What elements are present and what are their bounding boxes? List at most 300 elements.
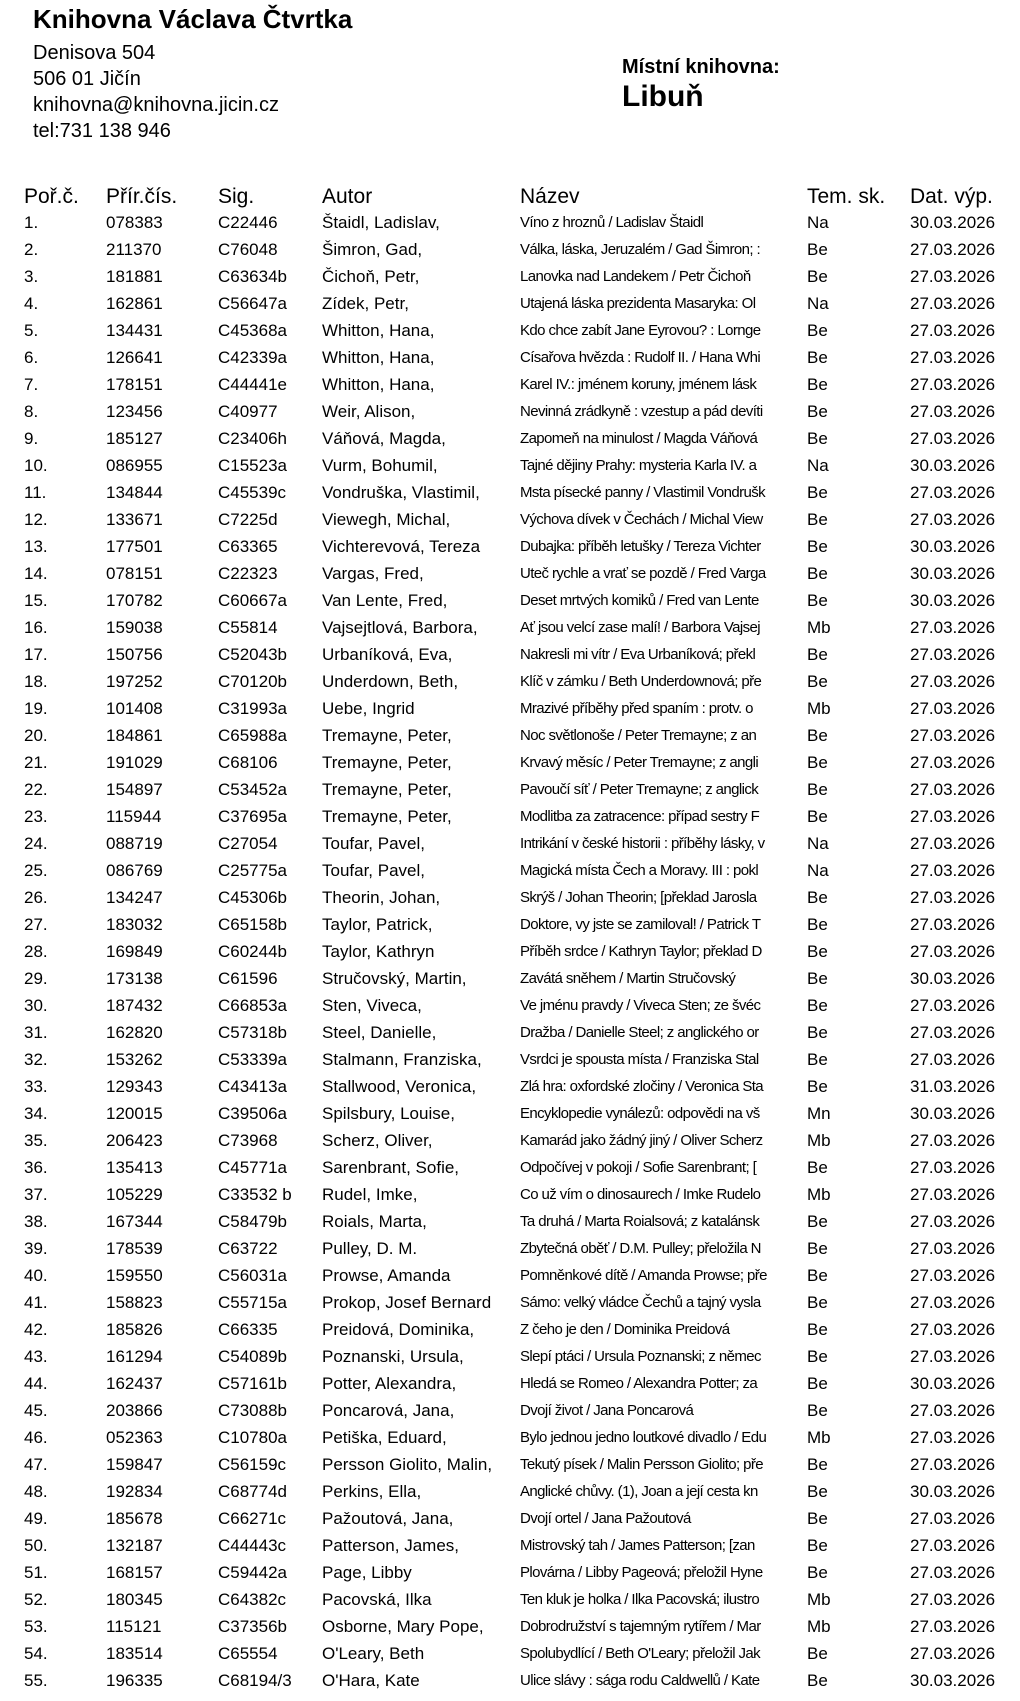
cell-dat-vyp: 27.03.2026 [910,320,996,340]
cell-nazev: Hledá se Romeo / Alexandra Potter; za [520,1375,758,1392]
cell-dat-vyp: 27.03.2026 [910,833,996,853]
cell-prir-cis: 206423 [106,1130,163,1150]
cell-sig: C27054 [218,833,278,853]
cell-nazev: Pavoučí síť / Peter Tremayne; z anglick [520,781,759,798]
table-row [0,1181,1020,1208]
cell-prir-cis: 170782 [106,590,163,610]
cell-autor: Vondruška, Vlastimil, [322,482,480,502]
cell-prir-cis: 196335 [106,1670,163,1690]
cell-dat-vyp: 27.03.2026 [910,1022,996,1042]
cell-sig: C57318b [218,1022,288,1042]
cell-tem-sk: Mb [807,1184,831,1204]
table-row [0,1667,1020,1694]
cell-sig: C42339a [218,347,288,367]
cell-por-c: 13. [24,536,48,556]
cell-por-c: 29. [24,968,48,988]
table-row [0,668,1020,695]
cell-autor: Tremayne, Peter, [322,779,452,799]
cell-por-c: 35. [24,1130,48,1150]
cell-por-c: 1. [24,212,39,232]
cell-nazev: Ta druhá / Marta Roialsová; z katalánsk [520,1213,760,1230]
cell-sig: C52043b [218,644,288,664]
table-row [0,1019,1020,1046]
cell-sig: C31993a [218,698,288,718]
cell-dat-vyp: 27.03.2026 [910,617,996,637]
table-body [0,209,1020,1694]
cell-sig: C54089b [218,1346,288,1366]
branch-name: Libuň [622,80,704,113]
table-row [0,695,1020,722]
cell-tem-sk: Be [807,1670,828,1690]
cell-prir-cis: 123456 [106,401,163,421]
cell-tem-sk: Be [807,509,828,529]
loans-table [0,182,1020,1694]
cell-nazev: Noc světlonoše / Peter Tremayne; z an [520,727,757,744]
cell-nazev: Intrikání v české historii : příběhy lásky, v [520,835,765,852]
cell-tem-sk: Be [807,1373,828,1393]
address-city: 506 01 Jičín [33,68,141,90]
cell-dat-vyp: 27.03.2026 [910,1049,996,1069]
cell-sig: C23406h [218,428,288,448]
cell-por-c: 25. [24,860,48,880]
cell-tem-sk: Be [807,1076,828,1096]
cell-sig: C44441e [218,374,288,394]
cell-tem-sk: Be [807,1562,828,1582]
cell-tem-sk: Be [807,1535,828,1555]
cell-prir-cis: 185127 [106,428,163,448]
cell-prir-cis: 115944 [106,806,162,826]
cell-tem-sk: Be [807,725,828,745]
cell-sig: C56647a [218,293,288,313]
cell-sig: C25775a [218,860,288,880]
cell-por-c: 38. [24,1211,48,1231]
cell-sig: C37695a [218,806,288,826]
cell-por-c: 18. [24,671,48,691]
cell-autor: Potter, Alexandra, [322,1373,457,1393]
cell-dat-vyp: 27.03.2026 [910,1535,996,1555]
col-header-prir-cis: Přír.čís. [106,185,178,208]
cell-prir-cis: 154897 [106,779,163,799]
col-header-sig: Sig. [218,185,255,208]
cell-por-c: 11. [24,482,47,502]
cell-dat-vyp: 30.03.2026 [910,1670,996,1690]
cell-dat-vyp: 30.03.2026 [910,1373,996,1393]
cell-prir-cis: 162861 [106,293,163,313]
table-row [0,506,1020,533]
cell-prir-cis: 197252 [106,671,163,691]
cell-autor: Petiška, Eduard, [322,1427,447,1447]
cell-dat-vyp: 27.03.2026 [910,1589,996,1609]
cell-prir-cis: 115121 [106,1616,162,1636]
cell-nazev: Dubajka: příběh letušky / Tereza Vichter [520,538,761,555]
table-row [0,1208,1020,1235]
table-row [0,1073,1020,1100]
cell-nazev: Msta písecké panny / Vlastimil Vondrušk [520,484,766,501]
cell-prir-cis: 129343 [106,1076,163,1096]
cell-prir-cis: 168157 [106,1562,163,1582]
cell-autor: Preidová, Dominika, [322,1319,475,1339]
table-row [0,911,1020,938]
cell-nazev: Válka, láska, Jeruzalém / Gad Šimron; : [520,241,761,258]
cell-nazev: Spolubydlící / Beth O'Leary; přeložil Jak [520,1645,761,1662]
cell-prir-cis: 078383 [106,212,163,232]
cell-prir-cis: 150756 [106,644,163,664]
cell-por-c: 12. [24,509,48,529]
cell-por-c: 39. [24,1238,48,1258]
cell-sig: C73968 [218,1130,278,1150]
table-row [0,263,1020,290]
table-row [0,857,1020,884]
cell-tem-sk: Be [807,752,828,772]
cell-nazev: Dvojí ortel / Jana Pažoutová [520,1510,691,1527]
cell-sig: C57161b [218,1373,288,1393]
cell-nazev: Lanovka nad Landekem / Petr Čichoň [520,268,751,285]
table-row [0,371,1020,398]
cell-sig: C55814 [218,617,278,637]
cell-prir-cis: 132187 [106,1535,163,1555]
cell-tem-sk: Be [807,644,828,664]
cell-nazev: Sámo: velký vládce Čechů a tajný vysla [520,1294,761,1311]
cell-tem-sk: Be [807,563,828,583]
cell-dat-vyp: 27.03.2026 [910,806,996,826]
branch-label: Místní knihovna: [622,56,780,78]
cell-autor: Tremayne, Peter, [322,806,452,826]
cell-nazev: Kdo chce zabít Jane Eyrovou? : Lornge [520,322,761,339]
table-row [0,290,1020,317]
cell-nazev: Nakresli mi vítr / Eva Urbaníková; překl [520,646,756,663]
cell-tem-sk: Be [807,806,828,826]
cell-nazev: Co už vím o dinosaurech / Imke Rudelo [520,1186,761,1203]
cell-prir-cis: 203866 [106,1400,163,1420]
col-header-tem-sk: Tem. sk. [807,185,886,208]
cell-autor: Page, Libby [322,1562,412,1582]
table-row [0,1532,1020,1559]
cell-prir-cis: 183032 [106,914,163,934]
cell-por-c: 6. [24,347,39,367]
table-row [0,209,1020,236]
cell-por-c: 41. [24,1292,48,1312]
cell-dat-vyp: 27.03.2026 [910,1508,996,1528]
cell-autor: Poznanski, Ursula, [322,1346,464,1366]
cell-autor: Prokop, Josef Bernard [322,1292,492,1312]
cell-autor: Toufar, Pavel, [322,833,426,853]
cell-nazev: Výchova dívek v Čechách / Michal View [520,511,763,528]
cell-sig: C58479b [218,1211,288,1231]
cell-sig: C68774d [218,1481,288,1501]
col-header-autor: Autor [322,185,373,208]
cell-autor: Sarenbrant, Sofie, [322,1157,460,1177]
cell-autor: Urbaníková, Eva, [322,644,453,664]
table-row [0,1127,1020,1154]
table-row [0,1505,1020,1532]
table-row [0,749,1020,776]
cell-por-c: 54. [24,1643,48,1663]
table-row [0,938,1020,965]
cell-autor: Stalmann, Franziska, [322,1049,482,1069]
cell-sig: C44443c [218,1535,287,1555]
cell-nazev: Krvavý měsíc / Peter Tremayne; z angli [520,754,759,771]
cell-por-c: 51. [24,1562,48,1582]
cell-prir-cis: 181881 [106,266,163,286]
cell-nazev: Příběh srdce / Kathryn Taylor; překlad D [520,943,762,960]
cell-sig: C63365 [218,536,278,556]
cell-nazev: Nevinná zrádkyně : vzestup a pád devíti [520,403,763,420]
cell-dat-vyp: 27.03.2026 [910,1292,996,1312]
cell-dat-vyp: 27.03.2026 [910,1454,996,1474]
cell-dat-vyp: 27.03.2026 [910,779,996,799]
cell-autor: Osborne, Mary Pope, [322,1616,484,1636]
table-row [0,614,1020,641]
cell-tem-sk: Be [807,1319,828,1339]
cell-prir-cis: 185678 [106,1508,163,1528]
table-row [0,965,1020,992]
cell-sig: C7225d [218,509,278,529]
table-header [0,182,1020,209]
cell-prir-cis: 153262 [106,1049,163,1069]
cell-autor: Vurm, Bohumil, [322,455,438,475]
cell-dat-vyp: 27.03.2026 [910,941,996,961]
cell-tem-sk: Be [807,374,828,394]
cell-nazev: Víno z hroznů / Ladislav Štaidl [520,214,704,231]
table-row [0,1586,1020,1613]
cell-por-c: 32. [24,1049,48,1069]
cell-autor: Whitton, Hana, [322,374,435,394]
cell-tem-sk: Be [807,1346,828,1366]
cell-tem-sk: Be [807,1454,828,1474]
cell-nazev: Ať jsou velcí zase malí! / Barbora Vajsej [520,619,761,636]
cell-por-c: 26. [24,887,48,907]
cell-sig: C60244b [218,941,288,961]
cell-prir-cis: 183514 [106,1643,163,1663]
cell-autor: Weir, Alison, [322,401,416,421]
cell-sig: C37356b [218,1616,288,1636]
cell-dat-vyp: 27.03.2026 [910,1562,996,1582]
cell-autor: Underdown, Beth, [322,671,459,691]
cell-tem-sk: Be [807,1022,828,1042]
cell-tem-sk: Mb [807,1589,831,1609]
table-row [0,776,1020,803]
cell-autor: Roials, Marta, [322,1211,427,1231]
cell-sig: C40977 [218,401,278,421]
cell-por-c: 19. [24,698,48,718]
cell-tem-sk: Mb [807,1616,831,1636]
cell-sig: C45539c [218,482,287,502]
cell-sig: C45368a [218,320,288,340]
cell-prir-cis: 159550 [106,1265,163,1285]
cell-autor: Patterson, James, [322,1535,460,1555]
cell-prir-cis: 173138 [106,968,163,988]
cell-autor: Van Lente, Fred, [322,590,448,610]
cell-prir-cis: 178151 [106,374,163,394]
library-name: Knihovna Václava Čtvrtka [33,4,353,34]
cell-por-c: 49. [24,1508,48,1528]
cell-por-c: 5. [24,320,39,340]
cell-dat-vyp: 27.03.2026 [910,1616,996,1636]
cell-tem-sk: Be [807,347,828,367]
cell-autor: O'Leary, Beth [322,1643,425,1663]
cell-sig: C53339a [218,1049,288,1069]
cell-nazev: Bylo jednou jedno loutkové divadlo / Edu [520,1429,767,1446]
cell-por-c: 37. [24,1184,48,1204]
cell-por-c: 4. [24,293,39,313]
cell-sig: C61596 [218,968,278,988]
cell-dat-vyp: 27.03.2026 [910,1211,996,1231]
cell-prir-cis: 159847 [106,1454,163,1474]
cell-dat-vyp: 27.03.2026 [910,914,996,934]
cell-dat-vyp: 27.03.2026 [910,1265,996,1285]
cell-dat-vyp: 27.03.2026 [910,1319,996,1339]
cell-prir-cis: 078151 [106,563,163,583]
cell-sig: C68106 [218,752,278,772]
cell-tem-sk: Mb [807,1427,831,1447]
cell-por-c: 50. [24,1535,48,1555]
cell-por-c: 9. [24,428,39,448]
cell-tem-sk: Be [807,1211,828,1231]
cell-sig: C15523a [218,455,288,475]
table-row [0,1424,1020,1451]
cell-tem-sk: Be [807,941,828,961]
cell-por-c: 22. [24,779,48,799]
table-row [0,1397,1020,1424]
cell-tem-sk: Be [807,1238,828,1258]
cell-dat-vyp: 27.03.2026 [910,698,996,718]
table-row [0,722,1020,749]
cell-prir-cis: 169849 [106,941,163,961]
cell-nazev: Slepí ptáci / Ursula Poznanski; z němec [520,1348,761,1365]
cell-tem-sk: Be [807,239,828,259]
cell-dat-vyp: 27.03.2026 [910,752,996,772]
cell-por-c: 47. [24,1454,48,1474]
cell-nazev: Ten kluk je holka / Ilka Pacovská; ilustro [520,1591,760,1608]
cell-nazev: Plovárna / Libby Pageová; přeložil Hyne [520,1564,763,1581]
cell-prir-cis: 134247 [106,887,163,907]
cell-prir-cis: 086955 [106,455,163,475]
table-row [0,317,1020,344]
cell-nazev: Dobrodružství s tajemným rytířem / Mar [520,1618,761,1635]
cell-tem-sk: Be [807,320,828,340]
cell-por-c: 14. [24,563,48,583]
cell-sig: C45306b [218,887,288,907]
cell-sig: C63722 [218,1238,278,1258]
cell-por-c: 31. [24,1022,48,1042]
cell-autor: Toufar, Pavel, [322,860,426,880]
cell-autor: Prowse, Amanda [322,1265,451,1285]
cell-sig: C64382c [218,1589,287,1609]
cell-prir-cis: 101408 [106,698,163,718]
cell-prir-cis: 158823 [106,1292,163,1312]
cell-tem-sk: Be [807,536,828,556]
cell-tem-sk: Be [807,914,828,934]
cell-prir-cis: 134431 [106,320,163,340]
cell-dat-vyp: 27.03.2026 [910,995,996,1015]
cell-por-c: 43. [24,1346,48,1366]
cell-prir-cis: 162820 [106,1022,163,1042]
cell-sig: C66853a [218,995,288,1015]
cell-sig: C63634b [218,266,288,286]
cell-sig: C65988a [218,725,288,745]
cell-dat-vyp: 27.03.2026 [910,1238,996,1258]
cell-nazev: Zapomeň na minulost / Magda Váňová [520,430,758,447]
cell-dat-vyp: 30.03.2026 [910,563,996,583]
cell-nazev: Pomněnkové dítě / Amanda Prowse; pře [520,1267,767,1284]
cell-dat-vyp: 30.03.2026 [910,1103,996,1123]
cell-autor: Pažoutová, Jana, [322,1508,454,1528]
cell-tem-sk: Mn [807,1103,831,1123]
cell-tem-sk: Na [807,455,829,475]
cell-tem-sk: Be [807,266,828,286]
cell-autor: Čichoň, Petr, [322,266,420,286]
cell-nazev: Magická místa Čech a Moravy. III : pokl [520,862,759,879]
cell-nazev: Tajné dějiny Prahy: mysteria Karla IV. a [520,457,757,474]
cell-sig: C65158b [218,914,288,934]
cell-sig: C60667a [218,590,288,610]
cell-autor: Váňová, Magda, [322,428,446,448]
cell-prir-cis: 086769 [106,860,163,880]
cell-por-c: 48. [24,1481,48,1501]
cell-autor: Šimron, Gad, [322,239,423,259]
cell-dat-vyp: 27.03.2026 [910,401,996,421]
cell-sig: C73088b [218,1400,288,1420]
cell-autor: Steel, Danielle, [322,1022,437,1042]
cell-dat-vyp: 31.03.2026 [910,1076,996,1096]
cell-por-c: 2. [24,239,39,259]
cell-prir-cis: 052363 [106,1427,163,1447]
cell-dat-vyp: 27.03.2026 [910,1184,996,1204]
cell-nazev: Encyklopedie vynálezů: odpovědi na vš [520,1105,760,1122]
cell-tem-sk: Be [807,887,828,907]
table-row [0,344,1020,371]
cell-nazev: Uteč rychle a vrať se pozdě / Fred Varga [520,565,766,582]
cell-por-c: 30. [24,995,48,1015]
cell-nazev: Modlitba za zatracence: případ sestry F [520,808,760,825]
cell-nazev: Zlá hra: oxfordské zločiny / Veronica Sta [520,1078,764,1095]
cell-autor: Perkins, Ella, [322,1481,422,1501]
cell-sig: C22446 [218,212,278,232]
cell-sig: C53452a [218,779,288,799]
table-row [0,641,1020,668]
cell-sig: C43413a [218,1076,288,1096]
cell-tem-sk: Na [807,833,829,853]
cell-prir-cis: 162437 [106,1373,163,1393]
cell-nazev: Zbytečná oběť / D.M. Pulley; přeložila N [520,1240,761,1257]
table-row [0,1370,1020,1397]
table-row [0,1289,1020,1316]
cell-autor: Pulley, D. M. [322,1238,418,1258]
cell-por-c: 16. [24,617,48,637]
cell-sig: C65554 [218,1643,278,1663]
cell-prir-cis: 211370 [106,239,162,259]
cell-sig: C10780a [218,1427,288,1447]
cell-tem-sk: Na [807,860,829,880]
table-row [0,398,1020,425]
table-row [0,425,1020,452]
cell-sig: C39506a [218,1103,288,1123]
cell-prir-cis: 187432 [106,995,163,1015]
cell-dat-vyp: 27.03.2026 [910,509,996,529]
cell-sig: C56159c [218,1454,287,1474]
cell-tem-sk: Be [807,968,828,988]
cell-autor: Tremayne, Peter, [322,752,452,772]
cell-dat-vyp: 27.03.2026 [910,266,996,286]
cell-tem-sk: Be [807,1265,828,1285]
cell-tem-sk: Na [807,293,829,313]
cell-prir-cis: 135413 [106,1157,163,1177]
cell-por-c: 20. [24,725,48,745]
cell-dat-vyp: 30.03.2026 [910,590,996,610]
cell-autor: Uebe, Ingrid [322,698,415,718]
cell-por-c: 10. [24,455,48,475]
cell-tem-sk: Be [807,590,828,610]
